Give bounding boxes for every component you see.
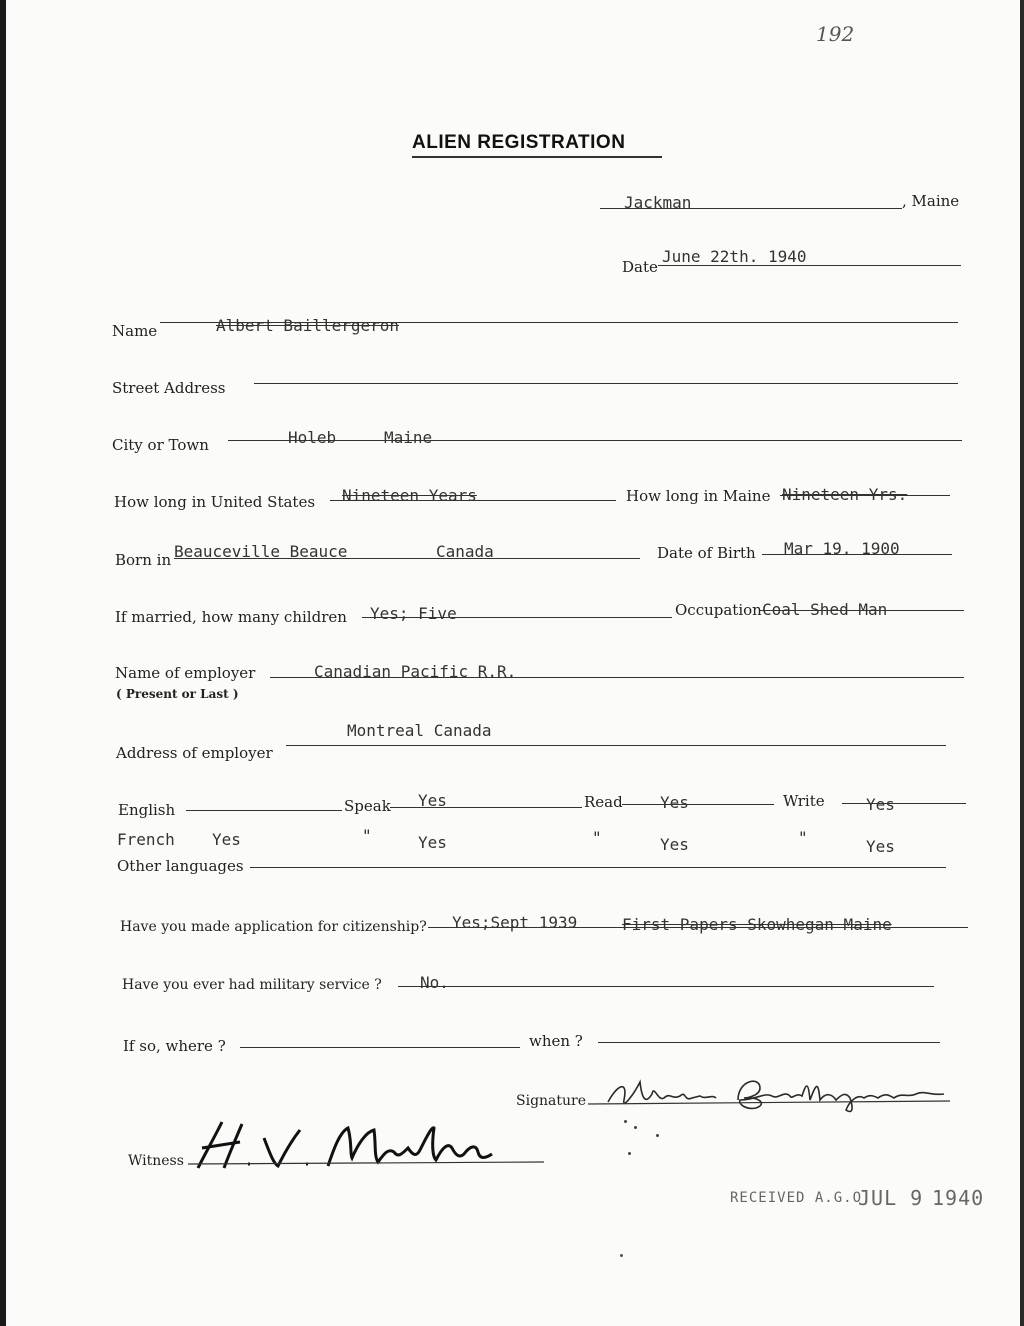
received-stamp-text: RECEIVED A.G.O. (730, 1190, 872, 1206)
employer-address-line (286, 745, 946, 746)
place-suffix: , Maine (902, 192, 960, 210)
where-label: If so, where ? (123, 1037, 226, 1055)
signature-label: Signature (516, 1093, 587, 1109)
maine-duration-value: Nineteen Yrs. (782, 485, 908, 504)
military-line (398, 986, 934, 987)
dob-value: Mar 19. 1900 (784, 539, 900, 558)
children-value: Yes; Five (370, 604, 457, 623)
occupation-label: Occupation (675, 601, 762, 619)
french-speak-ditto: " (362, 826, 372, 845)
citizenship-label: Have you made application for citizenship? (120, 919, 427, 935)
employer-sublabel: ( Present or Last ) (116, 687, 239, 701)
received-stamp-year: 1940 (932, 1186, 985, 1210)
french-write-value: Yes (866, 837, 895, 856)
children-label: If married, how many children (115, 608, 347, 626)
date-line (658, 265, 961, 266)
citizenship-line (428, 927, 968, 928)
city-value-town: Holeb (288, 428, 337, 447)
citizenship-value-papers: First Papers Skowhegan Maine (622, 915, 892, 934)
scan-edge-right (1020, 0, 1024, 1326)
read-label: Read (584, 793, 623, 811)
place-line (600, 208, 902, 209)
ink-dot (624, 1120, 627, 1123)
employer-address-value: Montreal Canada (347, 721, 492, 740)
where-line (240, 1047, 520, 1048)
place-value: Jackman (624, 193, 692, 212)
military-value: No. (420, 973, 449, 992)
employer-address-label: Address of employer (116, 744, 273, 762)
when-label: when ? (529, 1032, 583, 1050)
write-line (842, 803, 966, 804)
occupation-value: Coal Shed Man (762, 600, 888, 619)
date-label: Date (622, 258, 658, 276)
us-duration-value: Nineteen Years (342, 486, 477, 505)
french-label: French (117, 830, 175, 849)
read-line (622, 804, 774, 805)
french-speak-value: Yes (418, 833, 447, 852)
english-line (186, 810, 342, 811)
us-duration-label: How long in United States (114, 493, 316, 511)
city-label: City or Town (112, 436, 209, 454)
other-languages-label: Other languages (117, 857, 244, 875)
scan-speck (620, 1254, 623, 1257)
us-duration-line (330, 500, 616, 501)
employer-label: Name of employer (115, 664, 256, 682)
name-line (160, 322, 958, 323)
city-value-state: Maine (384, 428, 433, 447)
employer-value: Canadian Pacific R.R. (314, 662, 517, 681)
write-label: Write (783, 792, 825, 810)
street-label: Street Address (112, 379, 226, 397)
french-value: Yes (212, 830, 241, 849)
street-line (254, 383, 958, 384)
ink-dot (634, 1126, 637, 1129)
signature-handwriting (588, 1070, 950, 1118)
french-write-ditto: " (798, 828, 808, 847)
english-speak-value: Yes (418, 791, 447, 810)
english-read-value: Yes (660, 793, 689, 812)
speak-line (390, 807, 582, 808)
born-label: Born in (115, 551, 172, 569)
citizenship-value-date: Yes;Sept 1939 (452, 913, 578, 932)
received-stamp-date: JUL 9 (858, 1186, 924, 1210)
french-read-value: Yes (660, 835, 689, 854)
when-line (598, 1042, 940, 1043)
title-underline (412, 156, 662, 158)
born-line (174, 558, 640, 559)
other-languages-line (250, 867, 946, 868)
maine-duration-label: How long in Maine (626, 487, 771, 505)
date-value: June 22th. 1940 (662, 247, 807, 266)
french-read-ditto: " (592, 828, 602, 847)
employer-line (270, 677, 964, 678)
english-label: English (118, 801, 176, 819)
children-line (362, 617, 672, 618)
form-title: ALIEN REGISTRATION (412, 132, 626, 153)
scan-edge-left (0, 0, 6, 1326)
ink-dot (628, 1152, 631, 1155)
military-label: Have you ever had military service ? (122, 977, 382, 993)
occupation-line (760, 610, 964, 611)
dob-label: Date of Birth (657, 544, 756, 562)
name-label: Name (112, 322, 158, 340)
born-value-place: Beauceville Beauce (174, 542, 348, 561)
maine-duration-line (780, 495, 950, 496)
page-number: 192 (816, 22, 855, 46)
dob-line (762, 554, 952, 555)
speak-label: Speak (344, 797, 391, 815)
name-value: Albert Baillergeron (216, 316, 400, 335)
ink-dot (656, 1134, 659, 1137)
english-write-value: Yes (866, 795, 895, 814)
born-value-country: Canada (436, 542, 494, 561)
witness-signature (188, 1118, 548, 1174)
city-line (228, 440, 962, 441)
witness-label: Witness (128, 1153, 184, 1169)
